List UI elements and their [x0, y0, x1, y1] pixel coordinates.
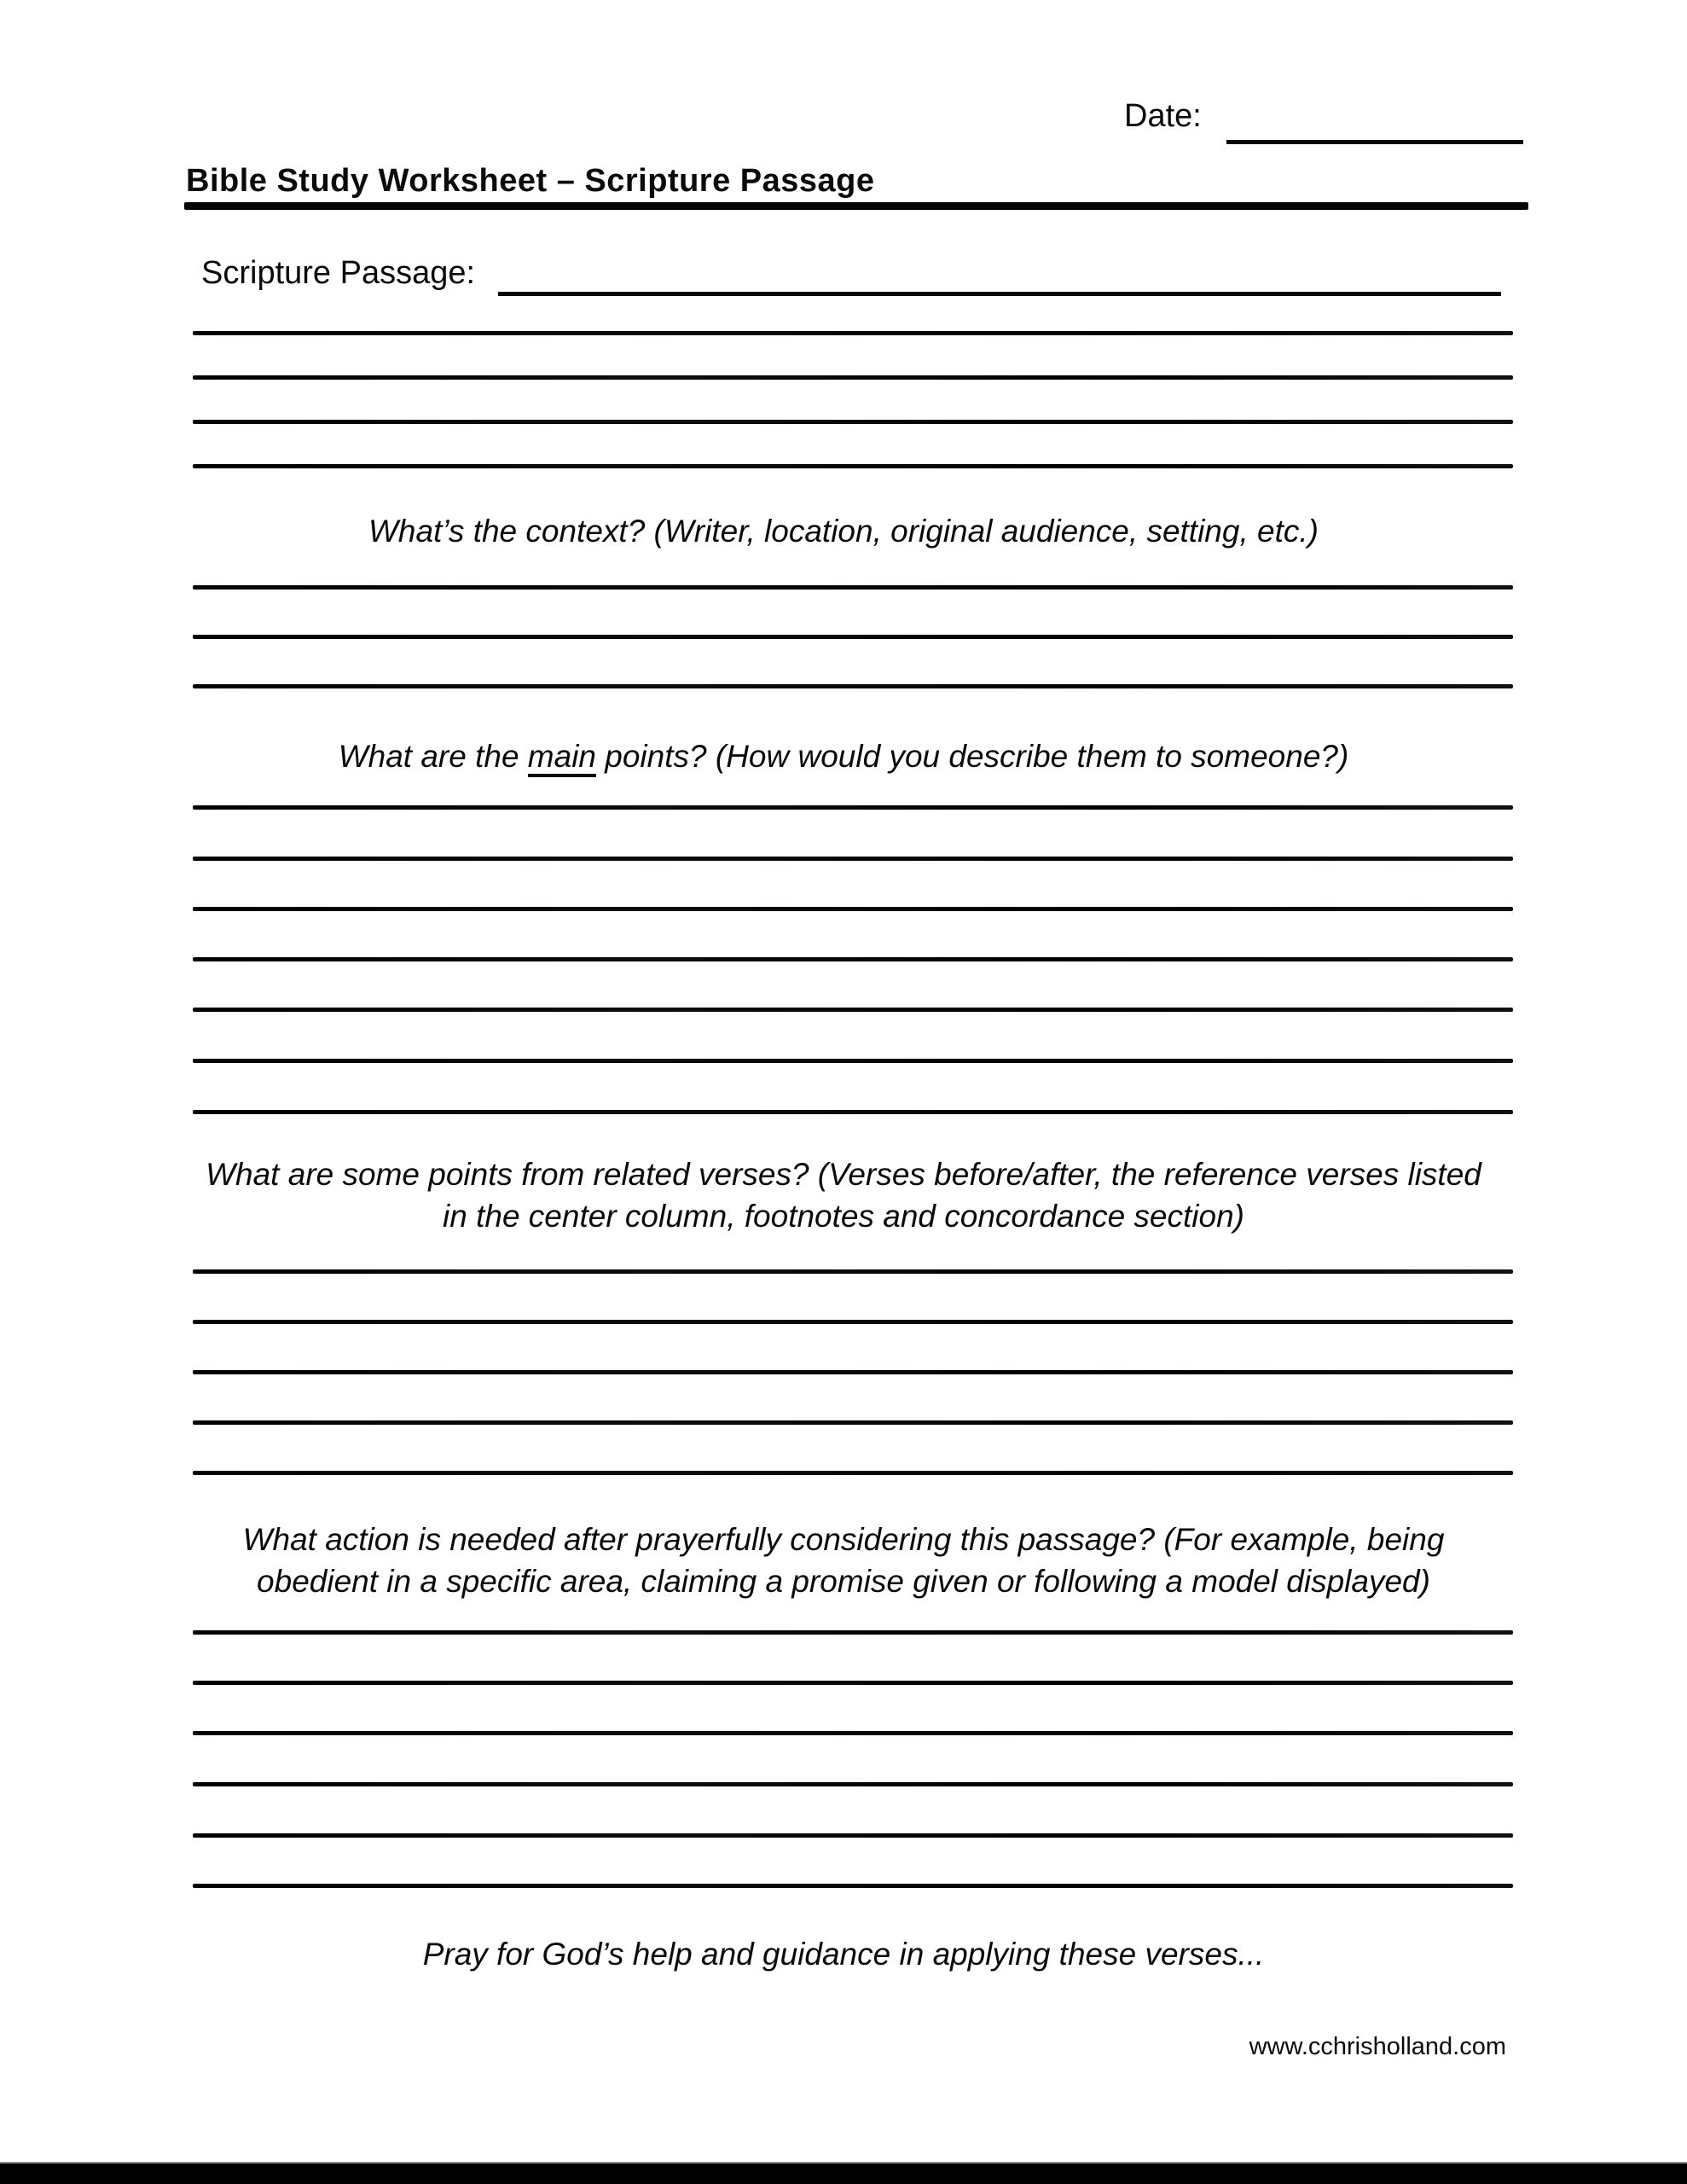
writing-line	[193, 684, 1513, 688]
writing-line	[193, 857, 1513, 861]
main-points-section-heading	[195, 735, 1492, 777]
writing-line	[193, 1681, 1513, 1685]
writing-line	[193, 907, 1513, 911]
writing-line	[193, 1884, 1513, 1888]
writing-line	[193, 464, 1513, 468]
writing-line	[193, 1059, 1513, 1063]
website-url: www.cchrisholland.com	[1249, 2033, 1506, 2060]
writing-line	[193, 585, 1513, 590]
main-points-underlined-word: main	[528, 739, 596, 777]
writing-line	[193, 957, 1513, 961]
writing-line	[193, 635, 1513, 639]
writing-line	[193, 1731, 1513, 1735]
scripture-passage-blank-line	[498, 292, 1501, 296]
writing-line	[193, 1110, 1513, 1114]
scripture-passage-label: Scripture Passage:	[201, 255, 476, 291]
writing-line	[193, 1782, 1513, 1786]
page-title: Bible Study Worksheet – Scripture Passage	[186, 163, 875, 199]
date-blank-line	[1226, 140, 1523, 144]
main-points-suffix: points? (How would you describe them to someone?)	[596, 739, 1349, 774]
main-points-prefix: What are the	[338, 739, 528, 774]
writing-line	[193, 1630, 1513, 1635]
scan-bottom-bar	[0, 2162, 1687, 2184]
writing-line	[193, 1008, 1513, 1012]
writing-line	[193, 1833, 1513, 1838]
writing-line	[193, 375, 1513, 380]
title-underline-rule	[184, 202, 1528, 210]
writing-line	[193, 1320, 1513, 1324]
writing-line	[193, 420, 1513, 424]
writing-line	[193, 1471, 1513, 1475]
prayer-note: Pray for God’s help and guidance in applying these verses...	[422, 1937, 1265, 1972]
writing-line	[193, 1420, 1513, 1425]
writing-line	[193, 1269, 1513, 1274]
action-section-heading: What action is needed after prayerfully considering this passage? (For example, being obedient in a specific area, claiming a promise given or following a model displayed)	[242, 1522, 1445, 1599]
context-section-heading: What’s the context? (Writer, location, original audience, setting, etc.)	[368, 514, 1319, 549]
writing-line	[193, 1370, 1513, 1374]
writing-line	[193, 805, 1513, 810]
related-verses-section-heading: What are some points from related verses? (Verses before/after, the reference verses listed in the center column, footnotes and concordance section)	[206, 1157, 1481, 1234]
writing-line	[193, 331, 1513, 335]
date-label: Date:	[1124, 98, 1202, 134]
